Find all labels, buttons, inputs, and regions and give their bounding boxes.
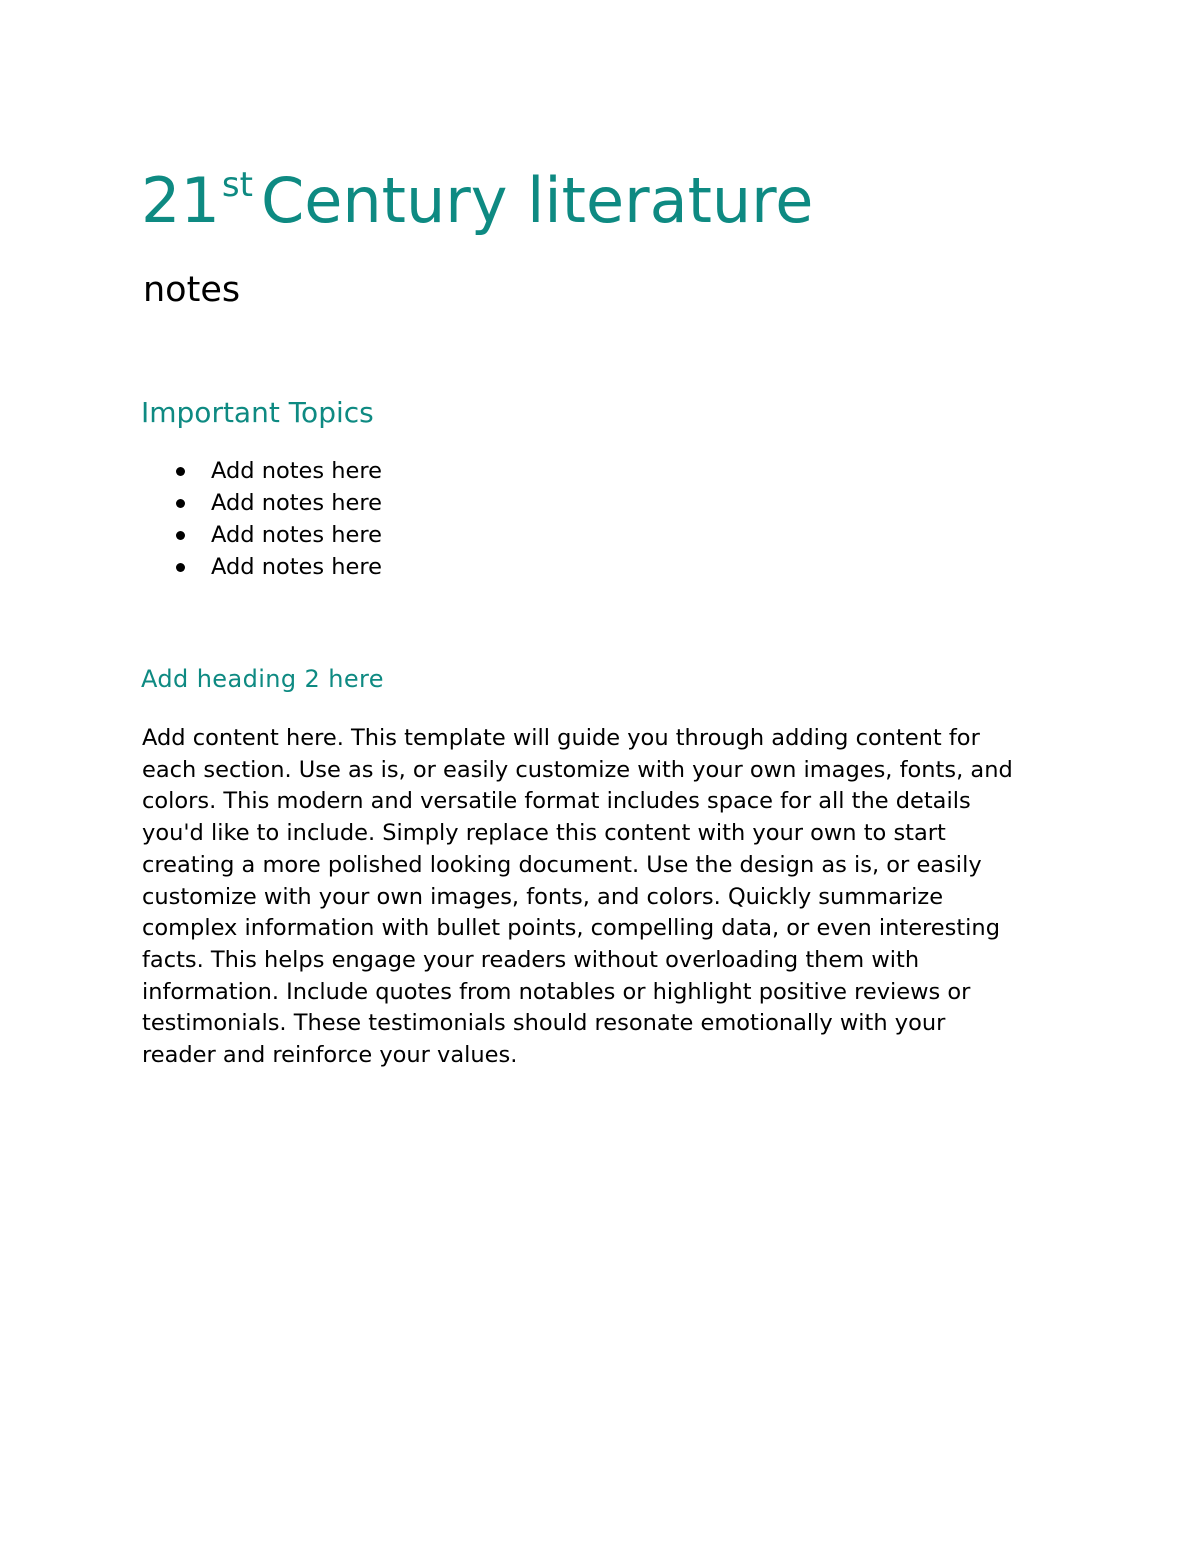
list-item-text: Add notes here bbox=[211, 554, 382, 580]
paragraph-line: each section. Use as is, or easily customize with your own images, fonts, and bbox=[142, 756, 1013, 783]
paragraph-line: Add content here. This template will guide you through adding content for bbox=[142, 725, 980, 751]
list-item-text: Add notes here bbox=[211, 458, 382, 484]
paragraph-line: complex information with bullet points, compelling data, or even interesting bbox=[142, 915, 1000, 942]
paragraph-line: facts. This helps engage your readers without overloading them with bbox=[142, 946, 920, 973]
bullet-icon bbox=[176, 499, 185, 508]
topics-bullet-list bbox=[141, 455, 382, 583]
list-item-text: Add notes here bbox=[211, 522, 382, 548]
bullet-icon bbox=[176, 563, 185, 572]
title-superscript: st bbox=[221, 165, 253, 205]
document-subtitle: notes bbox=[143, 270, 241, 310]
paragraph-line: customize with your own images, fonts, and colors. Quickly summarize bbox=[142, 883, 944, 910]
title-text: Century literature bbox=[260, 164, 814, 237]
paragraph-line: creating a more polished looking document. Use the design as is, or easily bbox=[142, 851, 982, 878]
section-heading-2: Add heading 2 here bbox=[141, 665, 384, 693]
paragraph-line: testimonials. These testimonials should resonate emotionally with your bbox=[142, 1010, 946, 1037]
paragraph-line: you'd like to include. Simply replace this content with your own to start bbox=[142, 820, 946, 847]
bullet-icon bbox=[176, 531, 185, 540]
section-heading-important-topics: Important Topics bbox=[141, 396, 374, 429]
list-item-text: Add notes here bbox=[211, 490, 382, 516]
bullet-icon bbox=[176, 467, 185, 476]
paragraph-line: information. Include quotes from notables or highlight positive reviews or bbox=[142, 978, 971, 1005]
list-item bbox=[141, 551, 382, 583]
paragraph-line: reader and reinforce your values. bbox=[142, 1042, 518, 1069]
document-title bbox=[141, 163, 813, 249]
body-paragraph bbox=[142, 723, 1082, 1072]
list-item bbox=[141, 455, 382, 487]
list-item bbox=[141, 519, 382, 551]
title-number: 21 bbox=[141, 164, 220, 237]
paragraph-line: colors. This modern and versatile format includes space for all the details bbox=[142, 788, 971, 815]
list-item bbox=[141, 487, 382, 519]
